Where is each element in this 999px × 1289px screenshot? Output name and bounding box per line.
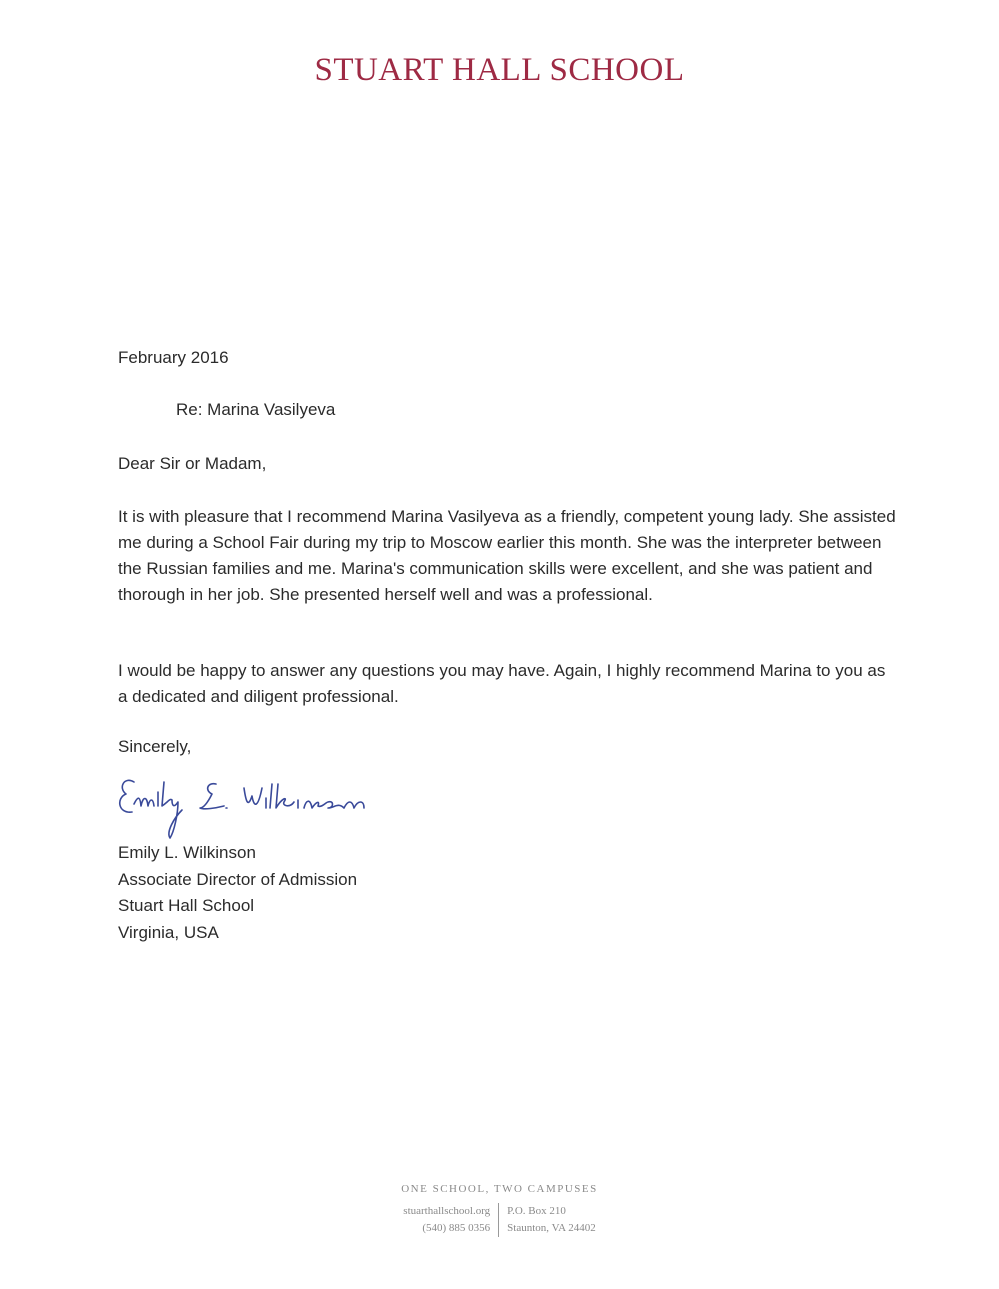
footer-po-box: P.O. Box 210: [507, 1205, 566, 1217]
footer-contact-right: [499, 1203, 596, 1237]
footer-contacts: [0, 1203, 999, 1237]
sender-title: Associate Director of Admission: [118, 869, 358, 889]
letter-date: February 2016: [118, 348, 229, 367]
body-paragraph-1: It is with pleasure that I recommend Marina Vasilyeva as a friendly, competent young lady. She assisted me during a School Fair during my trip to Moscow earlier this month. She was the interpreter between the Russian families and me. Marina's communication skills were excellent, and she was patient and thorough in her job. She presented herself well and was a professional.: [118, 507, 896, 604]
footer-city: Staunton, VA 24402: [507, 1222, 596, 1234]
sender-organization: Stuart Hall School: [118, 896, 255, 915]
footer-website: stuarthallschool.org: [403, 1205, 491, 1217]
closing: Sincerely,: [118, 737, 192, 756]
salutation: Dear Sir or Madam,: [118, 454, 267, 473]
footer-tagline: ONE SCHOOL, TWO CAMPUSES: [401, 1183, 598, 1195]
footer-phone: (540) 885 0356: [422, 1222, 491, 1234]
re-line: Re: Marina Vasilyeva: [176, 400, 336, 419]
body-paragraph-2: I would be happy to answer any questions you may have. Again, I highly recommend Marina to you as a dedicated and diligent professional.: [118, 661, 886, 706]
letterhead-school-name: STUART HALL SCHOOL: [314, 52, 685, 88]
footer-contact-left: [403, 1203, 499, 1237]
sender-signature-block: [118, 840, 357, 946]
letter-footer: [0, 1183, 999, 1237]
sender-name: Emily L. Wilkinson: [118, 843, 256, 862]
sender-location: Virginia, USA: [118, 922, 219, 942]
handwritten-signature: [112, 762, 442, 842]
